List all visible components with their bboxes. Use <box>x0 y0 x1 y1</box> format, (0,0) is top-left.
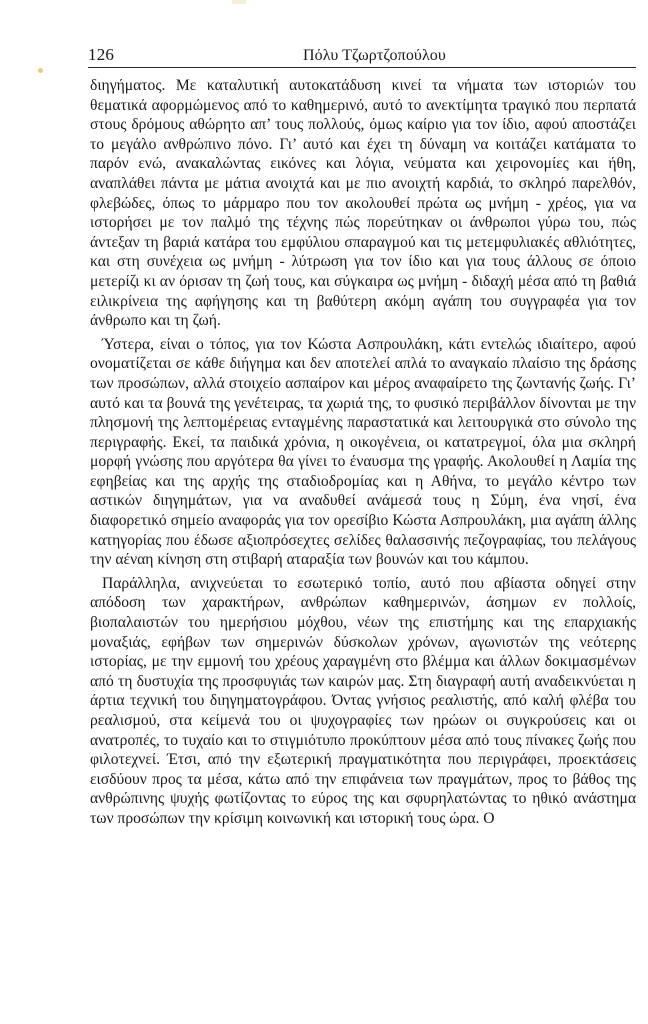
paragraph-2: Ύστερα, είναι ο τόπος, για τον Κώστα Ασπρουλάκη, κάτι εντελώς ιδιαίτερο, αφού ονοματίζεται σε κάθε διήγημα και δεν αποτελεί απλά το αναγκαίο πλαίσιο της δράσης των προσώπων, αλλά στοιχείο ασπαίρον και μέρος αναφαίρετο της ζωντανής ζωής. Γι’ αυτό και τα βουνά της γενέτειρας, τα χωριά της, το φυσικό περιβάλλον δίνονται με την πλησμονή της λεπτομέρειας ενταγμένης παραστατικά και λειτουργικά στο σύνολο της περιγραφής. Εκεί, τα παιδικά χρόνια, η οικογένεια, οι κατατρεγμοί, όλα μια σκληρή μορφή γνώσης που αργότερα θα γίνει το έναυσμα της γραφής. Ακολουθεί η Λαμία της εφηβείας και της αρχής της σταδιοδρομίας και η Αθήνα, το μεγάλο κέντρο των αστικών διηγημάτων, για να αναδυθεί ανάμεσά τους η Σύμη, ένα νησί, ένα διαφορετικό σημείο αναφοράς για τον ορεσίβιο Κώστα Ασπρουλάκη, μια αγάπη άλλης κατηγορίας που έδωσε αξιοπρόσεχτες σελίδες θαλασσινής πεζογραφίας, του πελάγους την αέναη κίνηση στη στιβαρή αταραξία των βουνών και του κάμπου. <box>90 335 636 569</box>
page-number: 126 <box>88 45 115 64</box>
paragraph-1: διηγήματος. Με καταλυτική αυτοκατάδυση κινεί τα νήματα των ιστοριών του θεματικά αφορμώμενος από το καθημερινό, αυτό το ανεκτίμητα τραγικό που περπατά στους δρόμους αθώρητο απ’ τους πολλούς, όμως καίριο για τον ίδιο, αφού αποστάζει το μεγάλο ανθρώπινο πόνο. Γι’ αυτό και έχει τη δύναμη να κοιτάζει κατάματα το παρόν ενώ, ανακαλώντας εικόνες και λόγια, νεύματα και χειρονομίες και ήθη, αναπλάθει πάντα με μάτια ανοιχτά και με πιο ανοιχτή καρδιά, το σκληρό παρελθόν, φλεβώδες, όπως το μάρμαρο που τον ακολουθεί πρώτα ως μνήμη - χρέος, για να ιστορήσει με τον παλμό της τέχνης πώς πορεύτηκαν οι άνθρωποι γύρω του, πώς άντεξαν τη βαριά κατάρα του εμφύλιου σπαραγμού και τις μετεμφυλιακές αθλιότητες, και στη συνέχεια ως μνήμη - λύτρωση για τον ίδιο και για τους άλλους σε όποιο μετερίζι κι αν όρισαν τη ζωή τους, και σύγκαιρα ως μνήμη - διδαχή μέσα από τη βαθιά ειλικρίνεια της αφήγησης και τη βαθύτερη ακόμη αγάπη του συγγραφέα για τον άνθρωπο και τη ζωή. <box>90 77 636 330</box>
body-text <box>90 76 636 829</box>
running-header <box>88 44 636 68</box>
header-rule <box>88 67 636 68</box>
ink-smudge <box>38 68 43 73</box>
paragraph-3: Παράλληλα, ανιχνεύεται το εσωτερικό τοπίο, αυτό που αβίαστα οδηγεί στην απόδοση των χαρακτήρων, ανθρώπων καθημερινών, άσημων εν πολλοίς, βιοπαλαιστών του ημερήσιου μόχθου, νέων της επιστήμης και της επαρχιακής μοναξιάς, εφήβων των σημερινών δύσκολων χρόνων, αγωνιστών της νεότερης ιστορίας, με την εμμονή του χρέους χαραγμένη στο βλέμμα και άλλων δοκιμασμένων από τη δυστυχία της προσφυγιάς των καιρών μας. Στη διαγραφή αυτή αναδεικνύεται η άρτια τεχνική του διηγηματογράφου. Όντας γνήσιος ρεαλιστής, από καλή φλέβα του ρεαλισμού, στα κείμενά του οι ψυχογραφίες των ηρώων οι συγκρούσεις και οι ανατροπές, το τυχαίο και το στιγμιότυπο προκύπτουν μέσα από τους πίνακες ζωής που φιλοτεχνεί. Έτσι, από την εξωτερική πραγματικότητα που περιγράφει, προεκτάσεις εισδύουν προς τα μέσα, κάτω από την επιφάνεια των πραγμάτων, προς το βάθος της ανθρώπινης ψυχής φωτίζοντας το εύρος της και σφυρηλατώντας το ηθικό ανάστημα των προσώπων την κρίσιμη κοινωνική και ιστορική τους ώρα. Ο <box>90 574 636 827</box>
scan-mark <box>232 0 246 4</box>
running-title: Πόλυ Τζωρτζοπούλου <box>303 47 446 64</box>
